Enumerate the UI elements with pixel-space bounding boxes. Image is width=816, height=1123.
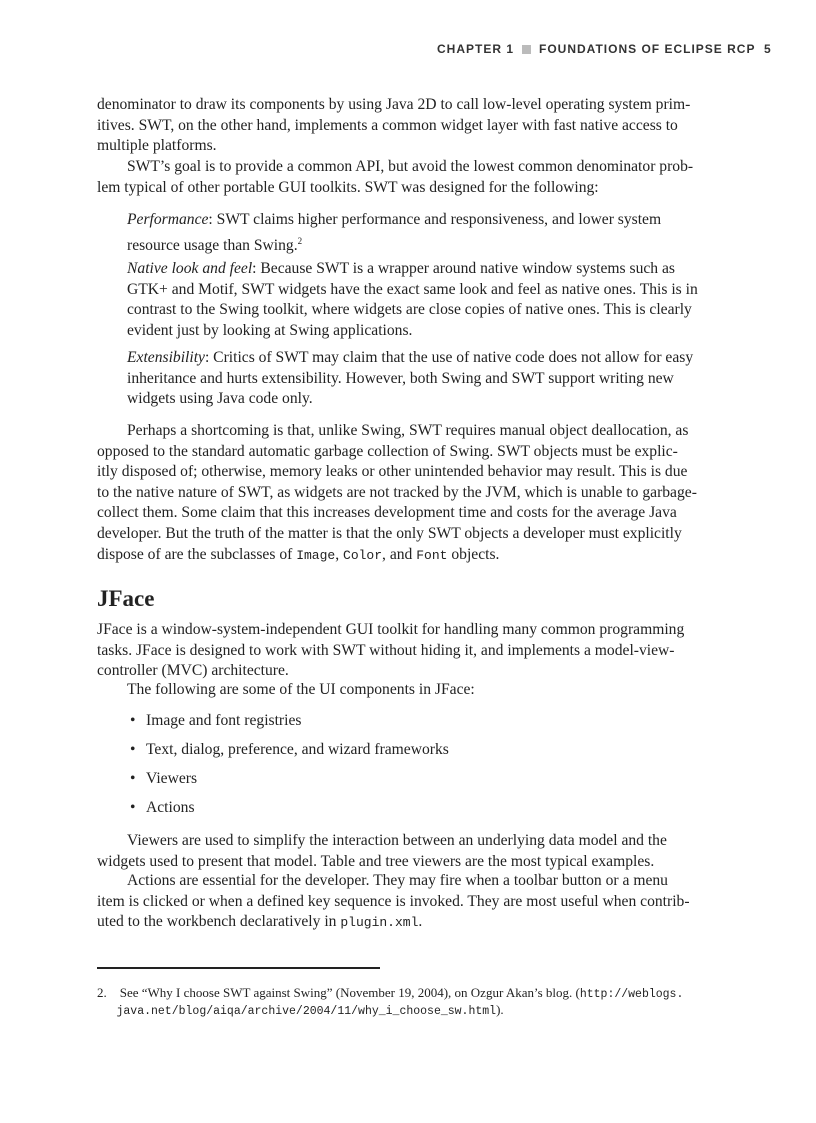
- text: to the native nature of SWT, as widgets are not tracked by the JVM, which is unable to garbage-: [97, 483, 697, 501]
- chapter-label: CHAPTER 1: [437, 42, 515, 56]
- text-line: [97, 892, 727, 913]
- text: tasks. JFace is designed to work with SWT without hiding it, and implements a model-view-: [97, 641, 675, 659]
- text-line: [97, 95, 727, 116]
- bullet-icon: •: [130, 741, 136, 758]
- separator-square-icon: [522, 45, 531, 54]
- paragraph: [97, 620, 727, 682]
- footnote-rule: [97, 967, 380, 969]
- footnote: [97, 984, 683, 1018]
- text: : SWT claims higher performance and responsiveness, and lower system: [208, 211, 662, 228]
- code-text: Image: [296, 547, 336, 563]
- text: itives. SWT, on the other hand, implements a common widget layer with fast native access to: [97, 116, 678, 134]
- paragraph: [97, 95, 727, 157]
- text-line: [127, 369, 757, 390]
- text-line: [127, 348, 757, 369]
- text: developer. But the truth of the matter is that the only SWT objects a developer must explicitly: [97, 524, 682, 542]
- text-line: [97, 116, 727, 137]
- text: lem typical of other portable GUI toolkits. SWT was designed for the following:: [97, 178, 599, 196]
- text-line: [97, 912, 727, 933]
- text-line: [127, 280, 757, 301]
- text-line: [97, 178, 727, 199]
- code-text: Font: [416, 547, 448, 563]
- code-text: Color: [343, 547, 383, 563]
- text: item is clicked or when a defined key sequence is invoked. They are most useful when contrib-: [97, 892, 690, 910]
- text: ,: [335, 545, 344, 563]
- code-text: plugin.xml: [340, 915, 419, 931]
- text-line: [97, 483, 727, 504]
- page-number: 5: [764, 42, 772, 56]
- text: widgets using Java code only.: [127, 390, 313, 408]
- text: The following are some of the UI components in JFace:: [127, 681, 475, 698]
- text-line: [97, 831, 727, 852]
- chapter-title: FOUNDATIONS OF ECLIPSE RCP: [539, 42, 756, 56]
- list-item: [130, 799, 195, 817]
- list-paragraph-native-look: [97, 259, 757, 341]
- section-heading: JFace: [97, 586, 155, 611]
- text: Perhaps a shortcoming is that, unlike Swing, SWT requires manual object deallocation, as: [127, 422, 689, 439]
- text: uted to the workbench declaratively in: [97, 913, 341, 931]
- text: SWT’s goal is to provide a common API, but avoid the lowest common denominator prob-: [127, 158, 694, 175]
- text: multiple platforms.: [97, 137, 217, 155]
- text-line: [97, 136, 727, 157]
- code-text: java.net/blog/aiqa/archive/2004/11/why_i_choose_sw.html: [116, 1005, 497, 1018]
- text: objects.: [447, 545, 500, 563]
- text: contrast to the Swing toolkit, where widgets are close copies of native ones. This is clearly: [127, 301, 692, 319]
- text-line: [97, 661, 727, 682]
- text: ).: [496, 1002, 504, 1017]
- text-line: [97, 157, 727, 178]
- paragraph: [97, 421, 727, 565]
- list-item: [130, 770, 197, 788]
- italic-term: Performance: [127, 211, 209, 228]
- text: GTK+ and Motif, SWT widgets have the exact same look and feel as native ones. This is in: [127, 280, 698, 298]
- text: Actions are essential for the developer. They may fire when a toolbar button or a menu: [127, 872, 668, 889]
- text: [97, 1002, 117, 1017]
- text-line: [127, 231, 757, 252]
- text-line: [97, 852, 727, 873]
- list-item-text: Image and font registries: [146, 712, 302, 729]
- text-line: [97, 641, 727, 662]
- text: JFace is a window-system-independent GUI toolkit for handling many common programming: [97, 621, 685, 638]
- text: .: [418, 913, 423, 931]
- list-item: [130, 741, 449, 759]
- footnote-ref: 2: [297, 235, 303, 246]
- text-line: [97, 680, 727, 701]
- text-line: [97, 524, 727, 545]
- text-line: [97, 871, 727, 892]
- text-line: [97, 984, 683, 1001]
- list-item-text: Viewers: [146, 770, 198, 787]
- paragraph: [97, 157, 727, 198]
- text-line: [97, 442, 727, 463]
- text-line: [127, 389, 757, 410]
- text: 2. See “Why I choose SWT against Swing” (November 19, 2004), on Ozgur Akan’s blog. (: [97, 985, 580, 1000]
- running-header: [437, 42, 755, 56]
- paragraph: [97, 680, 727, 701]
- bullet-icon: •: [130, 770, 136, 787]
- text: inheritance and hurts extensibility. However, both Swing and SWT support writing new: [127, 369, 674, 387]
- text: : Critics of SWT may claim that the use of native code does not allow for easy: [204, 349, 694, 366]
- list-item-text: Text, dialog, preference, and wizard frameworks: [146, 741, 449, 758]
- text: collect them. Some claim that this increases development time and costs for the average Java: [97, 504, 677, 522]
- text: evident just by looking at Swing applications.: [127, 321, 413, 339]
- list-paragraph-performance: [97, 210, 757, 254]
- bullet-icon: •: [130, 799, 136, 816]
- text-line: [97, 421, 727, 442]
- text: widgets used to present that model. Table and tree viewers are the most typical examples.: [97, 852, 655, 870]
- text: , and: [382, 545, 417, 563]
- text: Viewers are used to simplify the interaction between an underlying data model and the: [127, 832, 667, 849]
- text: resource usage than Swing.: [127, 236, 298, 254]
- code-text: http://weblogs.: [579, 988, 684, 1001]
- text-line: [97, 620, 727, 641]
- text-line: [127, 259, 757, 280]
- text-line: [127, 210, 757, 231]
- text-line: [127, 321, 757, 342]
- italic-term: Extensibility: [127, 349, 205, 366]
- text: dispose of are the subclasses of: [97, 545, 297, 563]
- paragraph: [97, 871, 727, 933]
- text: denominator to draw its components by using Java 2D to call low-level operating system prim-: [97, 96, 691, 113]
- bullet-icon: •: [130, 712, 136, 729]
- italic-term: Native look and feel: [127, 260, 253, 277]
- text-line: [97, 545, 727, 566]
- text: itly disposed of; otherwise, memory leaks or other unintended behavior may result. This is due: [97, 463, 688, 481]
- text-line: [97, 503, 727, 524]
- text-line: [127, 300, 757, 321]
- paragraph: [97, 831, 727, 872]
- text: controller (MVC) architecture.: [97, 662, 289, 680]
- list-item-text: Actions: [146, 799, 195, 816]
- text: opposed to the standard automatic garbage collection of Swing. SWT objects must be explic-: [97, 442, 678, 460]
- list-paragraph-extensibility: [97, 348, 757, 410]
- text: : Because SWT is a wrapper around native window systems such as: [252, 260, 675, 277]
- text-line: [97, 462, 727, 483]
- text-line: [97, 1001, 683, 1018]
- list-item: [130, 712, 301, 730]
